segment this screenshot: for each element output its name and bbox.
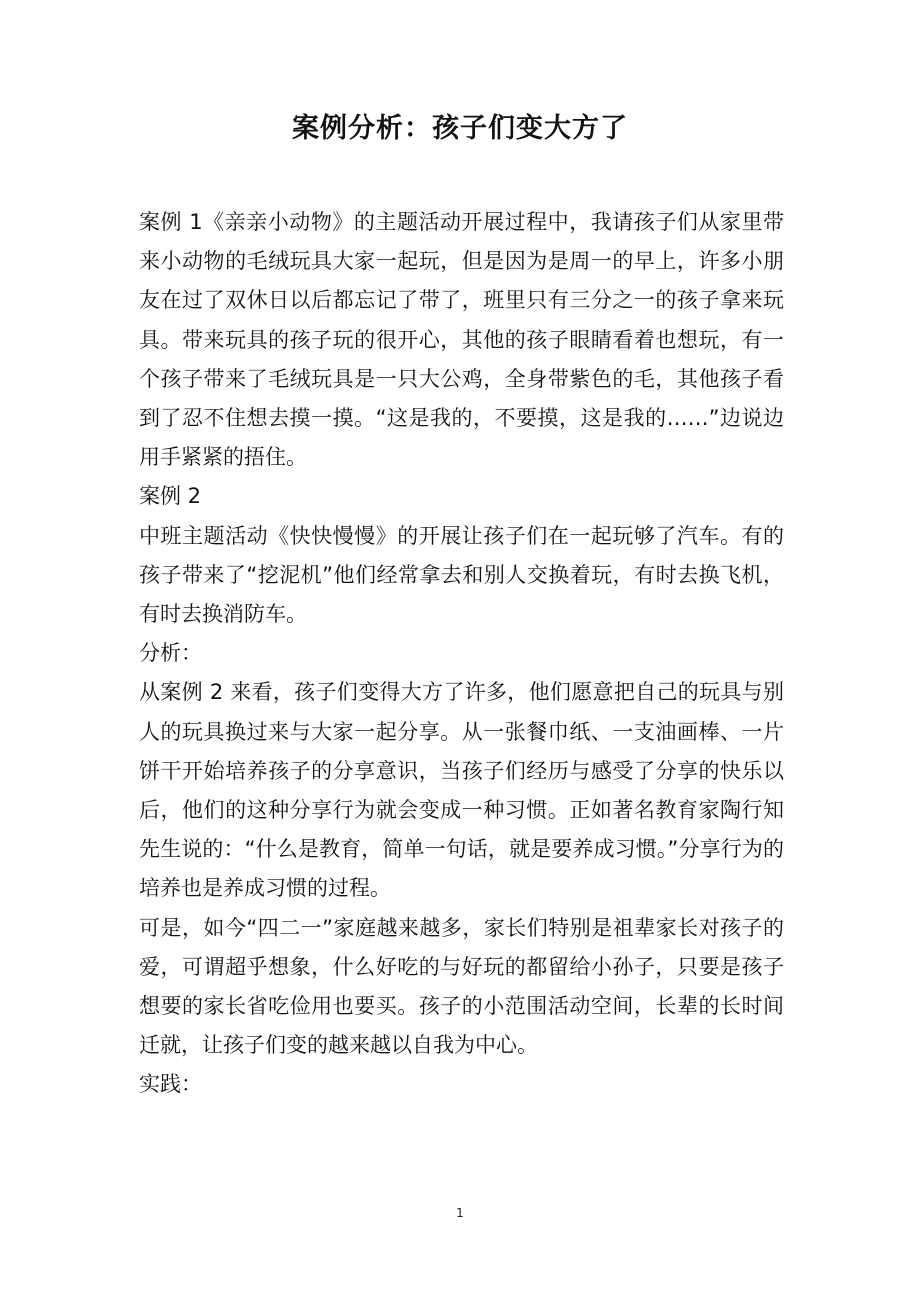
page-number: 1 — [456, 1206, 464, 1220]
paragraph-case-2-heading: 案例 2 — [139, 484, 202, 509]
paragraph-case-1: 案例 1《亲亲小动物》的主题活动开展过程中，我请孩子们从家里带来小动物的毛绒玩具大家一起玩，但是因为是周一的早上，许多小朋友在过了双休日以后都忘记了带了，班里只有三分之一的孩子拿来玩具。带来玩具的孩子玩的很开心，其他的孩子眼睛看着也想玩，有一个孩子带来了毛绒玩具是一只大公鸡，全身带紫色的毛，其他孩子看到了忍不住想去摸一摸。“这是我的，不要摸，这是我的……”边说边用手紧紧的捂住。 — [139, 210, 784, 470]
paragraph-practice-heading: 实践： — [139, 1072, 202, 1097]
paragraph-context: 可是，如今“四二一”家庭越来越多，家长们特别是祖辈家长对孩子的爱，可谓超乎想象，什么好吃的与好玩的都留给小孙子，只要是孩子想要的家长省吃俭用也要买。孩子的小范围活动空间，长辈的长时间迁就，让孩子们变的越来越以自我为中心。 — [139, 915, 784, 1058]
paragraph-case-2: 中班主题活动《快快慢慢》的开展让孩子们在一起玩够了汽车。有的孩子带来了“挖泥机”他们经常拿去和别人交换着玩，有时去换飞机，有时去换消防车。 — [139, 523, 784, 627]
paragraph-analysis-heading: 分析： — [139, 641, 202, 666]
page-title: 案例分析：孩子们变大方了 — [292, 113, 628, 144]
document-body — [139, 203, 784, 1105]
paragraph-analysis: 从案例 2 来看，孩子们变得大方了许多，他们愿意把自己的玩具与别人的玩具换过来与大家一起分享。从一张餐巾纸、一支油画棒、一片饼干开始培养孩子的分享意识，当孩子们经历与感受了分享的快乐以后，他们的这种分享行为就会变成一种习惯。正如著名教育家陶行知先生说的：“什么是教育，简单一句话，就是要养成习惯。”分享行为的培养也是养成习惯的过程。 — [139, 680, 784, 901]
